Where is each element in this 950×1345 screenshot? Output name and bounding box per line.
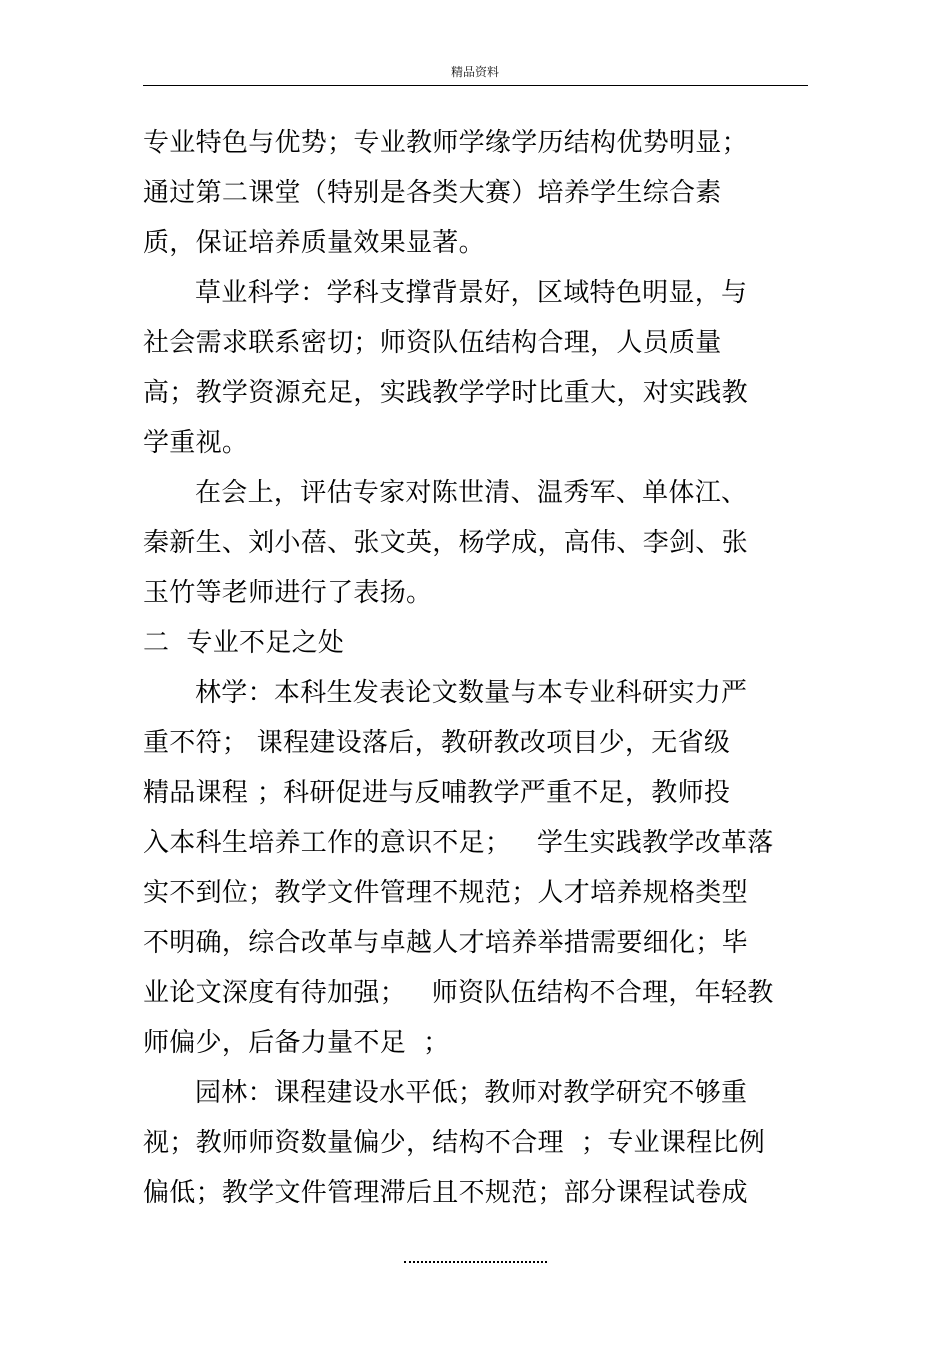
text-line: 质，保证培养质量效果显著。	[143, 228, 485, 258]
page-header: 精品资料	[450, 65, 499, 79]
footer-dotted-rule	[404, 1261, 547, 1263]
text-line: 视；教师师资数量偏少，结构不合理 ；专业课程比例	[143, 1128, 766, 1158]
paragraph-start-line: 在会上，评估专家对陈世清、温秀军、单体江、	[195, 478, 748, 508]
text-line: 不明确，综合改革与卓越人才培养举措需要细化；毕	[143, 928, 748, 958]
paragraph-start-line: 草业科学：学科支撑背景好，区域特色明显，与	[195, 278, 748, 308]
text-line: 入本科生培养工作的意识不足； 学生实践教学改革落	[143, 828, 774, 858]
text-line: 通过第二课堂（特别是各类大赛）培养学生综合素	[143, 178, 722, 208]
text-line: 专业特色与优势；专业教师学缘学历结构优势明显；	[143, 128, 748, 158]
section-heading: 二 专业不足之处	[143, 628, 345, 658]
text-line: 师偏少，后备力量不足 ；	[143, 1028, 450, 1058]
text-line: 社会需求联系密切；师资队伍结构合理，人员质量	[143, 328, 722, 358]
text-line: 偏低；教学文件管理滞后且不规范；部分课程试卷成	[143, 1178, 748, 1208]
text-line: 秦新生、刘小蓓、张文英，杨学成，高伟、李剑、张	[143, 528, 748, 558]
paragraph-start-line: 林学：本科生发表论文数量与本专业科研实力严	[195, 678, 748, 708]
document-body	[143, 118, 808, 1218]
header-rule	[143, 85, 808, 86]
text-line: 精品课程 ；科研促进与反哺教学严重不足，教师投	[143, 778, 731, 808]
text-line: 玉竹等老师进行了表扬。	[143, 578, 433, 608]
text-line: 学重视。	[143, 428, 249, 458]
text-line: 重不符； 课程建设落后，教研教改项目少，无省级	[143, 728, 731, 758]
text-line: 业论文深度有待加强； 师资队伍结构不合理，年轻教	[143, 978, 774, 1008]
paragraph-start-line: 园林：课程建设水平低；教师对教学研究不够重	[195, 1078, 748, 1108]
text-line: 高；教学资源充足，实践教学学时比重大，对实践教	[143, 378, 748, 408]
text-line: 实不到位；教学文件管理不规范；人才培养规格类型	[143, 878, 748, 908]
